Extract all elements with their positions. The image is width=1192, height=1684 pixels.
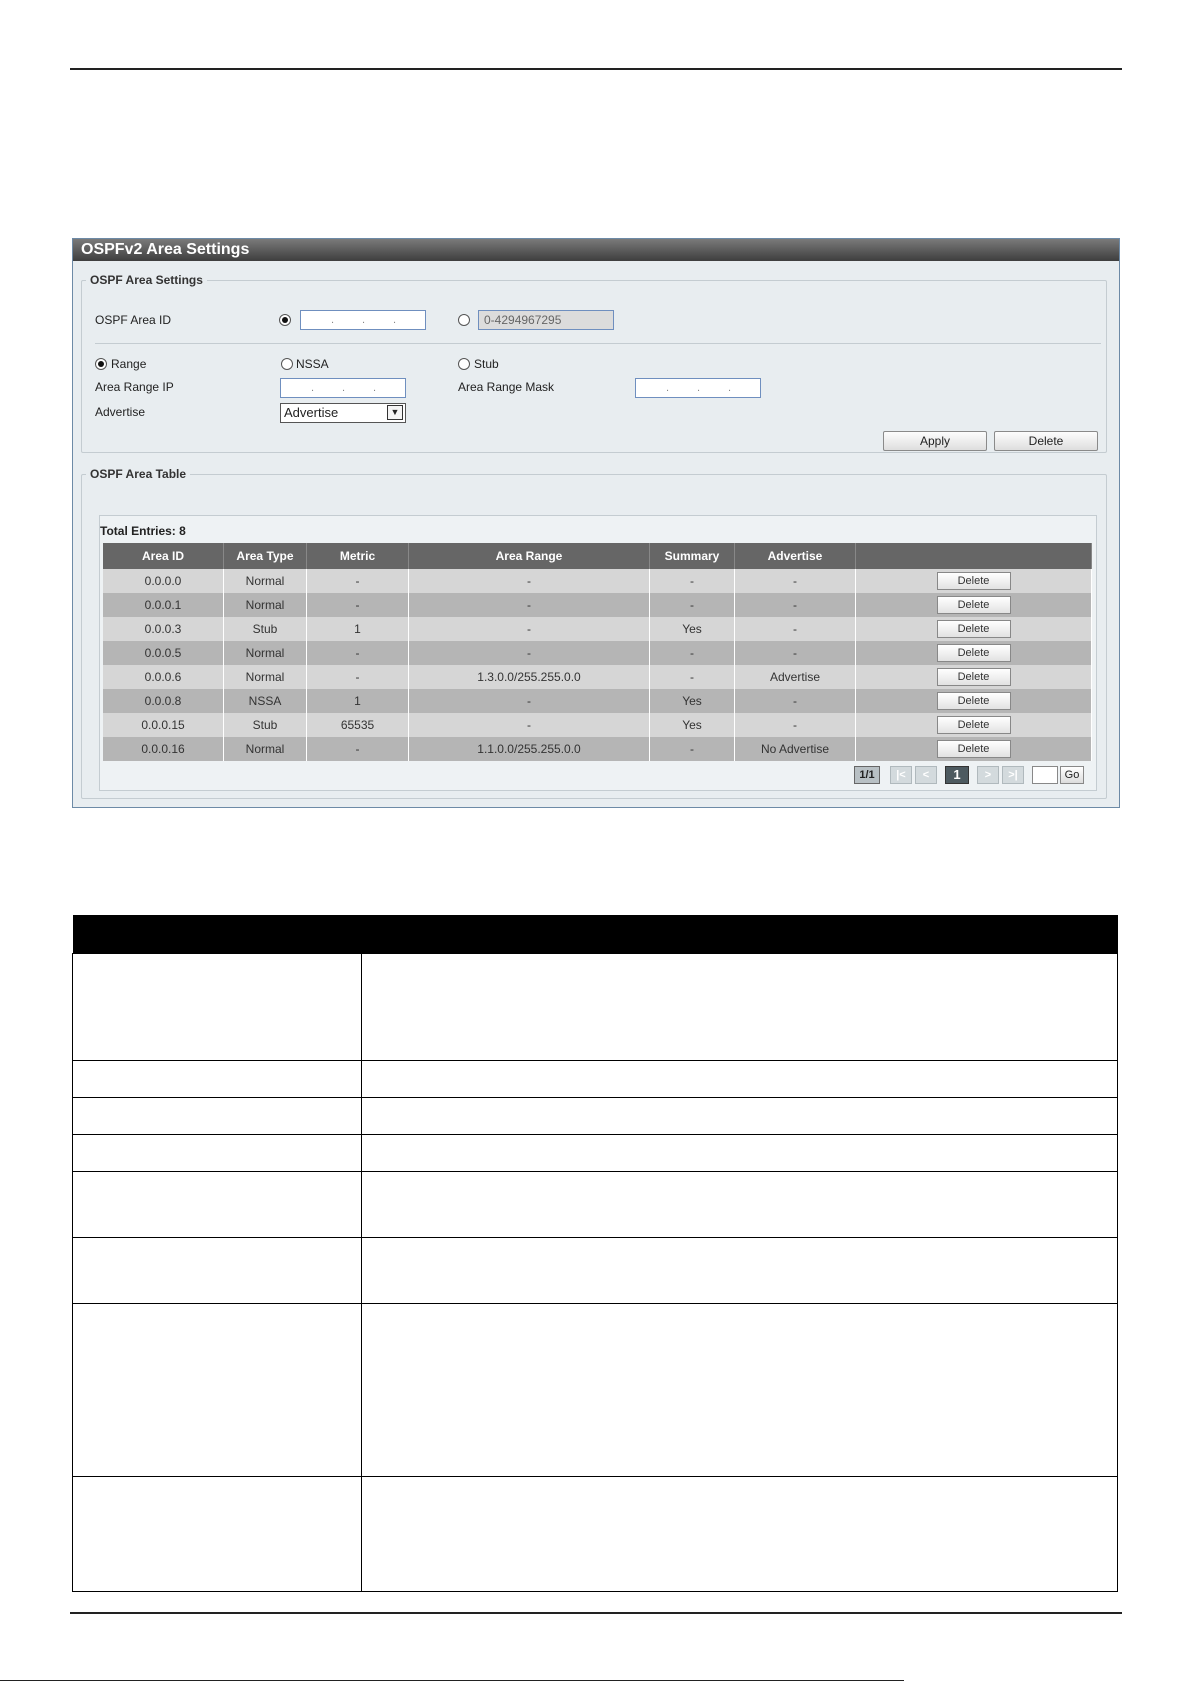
panel-title: OSPFv2 Area Settings xyxy=(73,239,1119,261)
row-delete-button[interactable]: Delete xyxy=(937,692,1011,710)
settings-divider xyxy=(95,343,1101,344)
table-row: 0.0.0.5 Normal - - - - Delete xyxy=(103,641,1092,665)
col-action xyxy=(856,543,1092,569)
table-row: 0.0.0.15 Stub 65535 - Yes - Delete xyxy=(103,713,1092,737)
col-area-range: Area Range xyxy=(409,543,650,569)
description-row xyxy=(73,1238,1118,1304)
area-id-number-radio[interactable] xyxy=(458,314,470,326)
advertise-select[interactable]: Advertise ▼ xyxy=(280,403,406,423)
description-row xyxy=(73,1135,1118,1172)
delete-button[interactable]: Delete xyxy=(994,431,1098,451)
pager-page-indicator: 1/1 xyxy=(854,766,880,784)
area-table xyxy=(103,543,1092,761)
table-row: 0.0.0.1 Normal - - - - Delete xyxy=(103,593,1092,617)
col-area-id: Area ID xyxy=(103,543,224,569)
area-range-mask-label: Area Range Mask xyxy=(458,380,555,394)
description-row xyxy=(73,1172,1118,1238)
description-table xyxy=(72,915,1118,1592)
table-row: 0.0.0.6 Normal - 1.3.0.0/255.255.0.0 - Advertise Delete xyxy=(103,665,1092,689)
pager-next-button[interactable]: > xyxy=(977,766,999,784)
settings-legend: OSPF Area Settings xyxy=(90,273,203,287)
footer-line xyxy=(0,1680,904,1681)
table-legend: OSPF Area Table xyxy=(90,467,187,481)
description-row xyxy=(73,1304,1118,1477)
table-row: 0.0.0.8 NSSA 1 - Yes - Delete xyxy=(103,689,1092,713)
description-row xyxy=(73,1477,1118,1592)
pager-first-button[interactable]: |< xyxy=(890,766,912,784)
apply-button[interactable]: Apply xyxy=(883,431,987,451)
description-header-right xyxy=(362,915,1118,954)
col-area-type: Area Type xyxy=(224,543,307,569)
ospf-area-settings-group xyxy=(81,273,1107,453)
pager-page-input[interactable] xyxy=(1032,766,1058,784)
bottom-rule xyxy=(70,1612,1122,1614)
advertise-label: Advertise xyxy=(95,405,146,419)
range-radio[interactable] xyxy=(95,358,107,370)
area-range-ip-label: Area Range IP xyxy=(95,380,174,394)
chevron-down-icon: ▼ xyxy=(387,405,403,420)
row-delete-button[interactable]: Delete xyxy=(937,596,1011,614)
row-delete-button[interactable]: Delete xyxy=(937,572,1011,590)
row-delete-button[interactable]: Delete xyxy=(937,644,1011,662)
area-id-number-input[interactable]: 0-4294967295 xyxy=(478,310,614,330)
stub-label: Stub xyxy=(474,357,499,371)
top-rule xyxy=(70,68,1122,70)
table-row: 0.0.0.16 Normal - 1.1.0.0/255.255.0.0 - No Advertise Delete xyxy=(103,737,1092,761)
stub-radio[interactable] xyxy=(458,358,470,370)
row-delete-button[interactable]: Delete xyxy=(937,740,1011,758)
pager-prev-button[interactable]: < xyxy=(915,766,937,784)
area-id-ip-radio[interactable] xyxy=(279,314,291,326)
pager-go-button[interactable]: Go xyxy=(1060,766,1084,784)
description-row xyxy=(73,1061,1118,1098)
pager-current-page[interactable]: 1 xyxy=(945,766,969,784)
col-summary: Summary xyxy=(650,543,735,569)
col-metric: Metric xyxy=(307,543,409,569)
table-header-row xyxy=(103,543,1092,569)
area-id-ip-input[interactable]: . . . xyxy=(300,310,426,330)
total-entries: Total Entries: 8 xyxy=(100,524,186,538)
area-range-ip-input[interactable]: . . . xyxy=(280,378,406,398)
description-header-row xyxy=(73,915,1118,954)
table-row: 0.0.0.3 Stub 1 - Yes - Delete xyxy=(103,617,1092,641)
row-delete-button[interactable]: Delete xyxy=(937,716,1011,734)
col-advertise: Advertise xyxy=(735,543,856,569)
ospf-area-settings-panel xyxy=(72,238,1120,808)
area-table-container xyxy=(99,515,1097,791)
description-row xyxy=(73,954,1118,1061)
pager-last-button[interactable]: >| xyxy=(1002,766,1024,784)
row-delete-button[interactable]: Delete xyxy=(937,620,1011,638)
area-id-label: OSPF Area ID xyxy=(95,313,172,327)
nssa-label: NSSA xyxy=(296,357,329,371)
table-row: 0.0.0.0 Normal - - - - Delete xyxy=(103,569,1092,593)
range-label: Range xyxy=(111,357,147,371)
area-range-mask-input[interactable]: . . . xyxy=(635,378,761,398)
row-delete-button[interactable]: Delete xyxy=(937,668,1011,686)
nssa-radio[interactable] xyxy=(281,358,293,370)
description-row xyxy=(73,1098,1118,1135)
description-header-left xyxy=(73,915,362,954)
